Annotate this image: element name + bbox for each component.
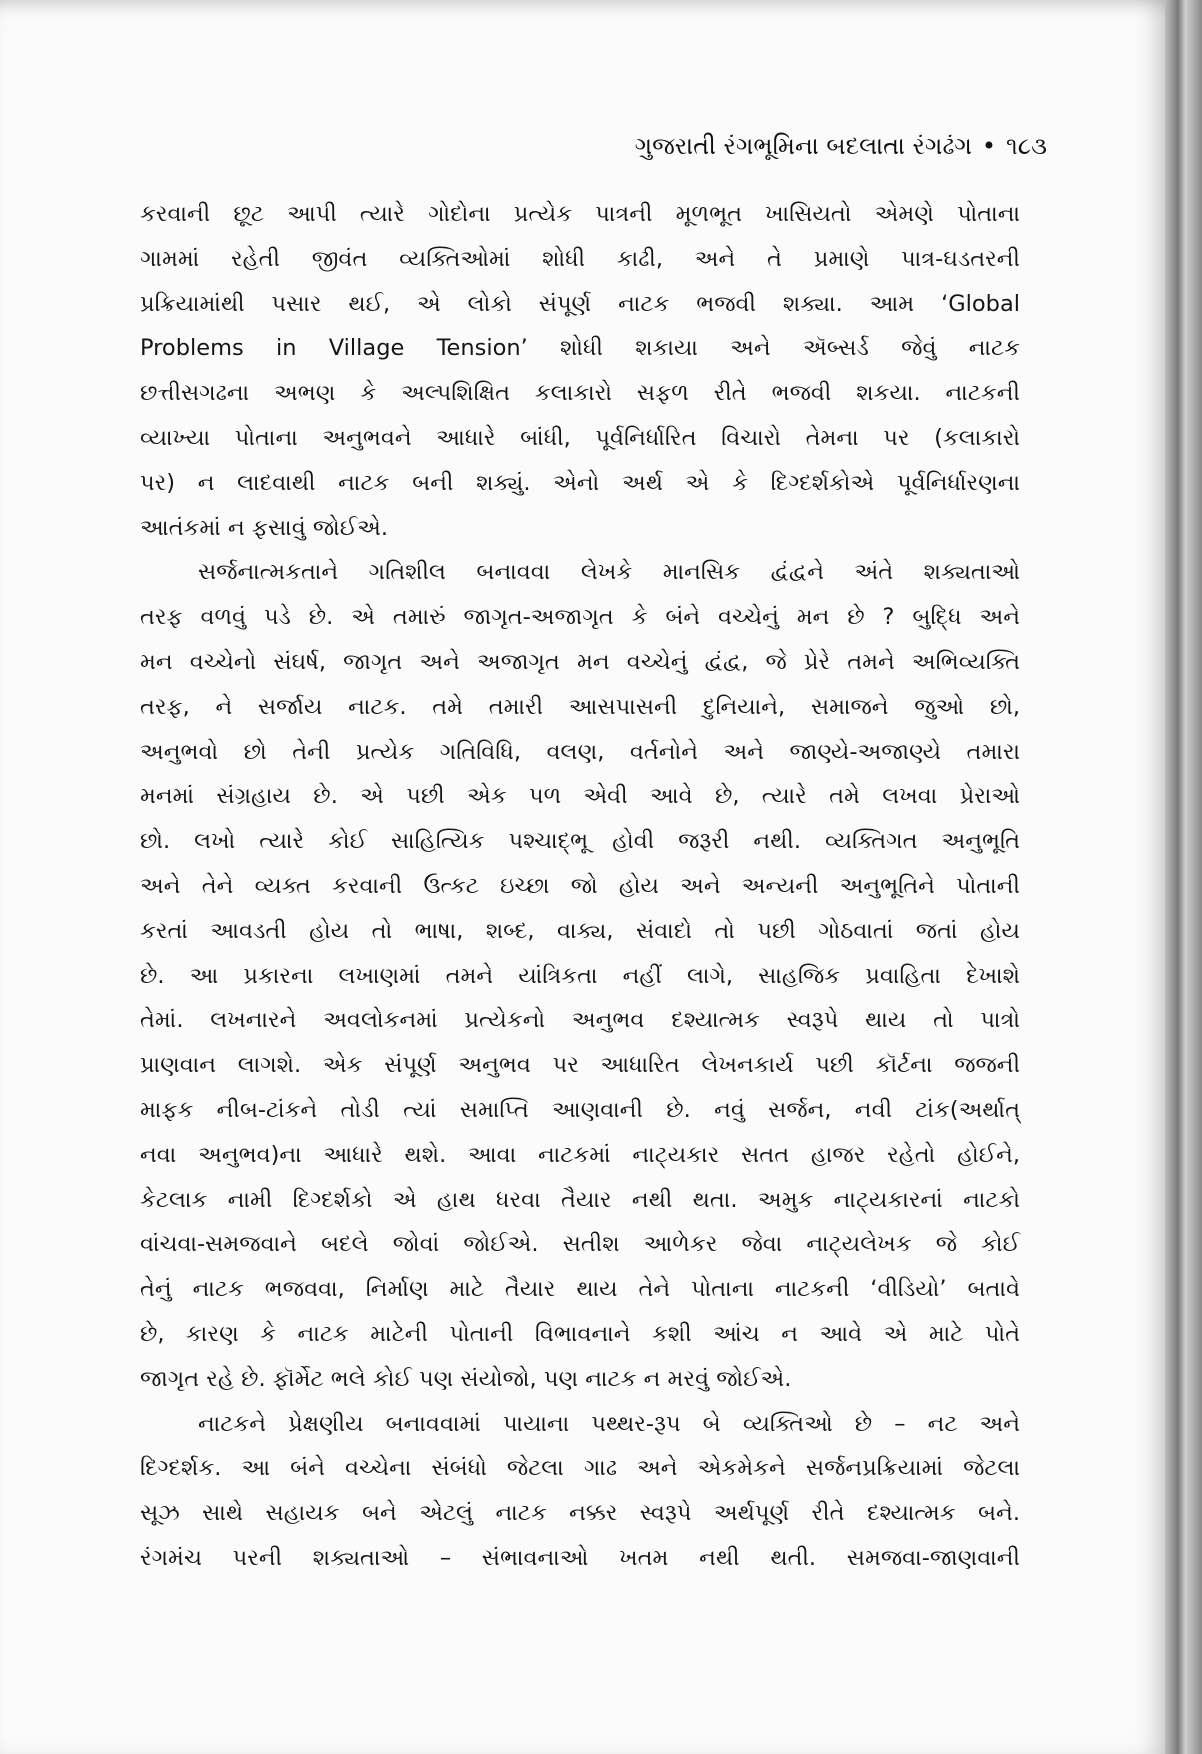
running-header [140, 132, 1047, 172]
text-line: તરફ વળવું પડે છે. એ તમારું જાગૃત-અજાગૃત કે બંને વચ્ચેનું મન છે ? બુદ્ધિ અને [140, 604, 1020, 631]
running-title: ગુજરાતી રંગભૂમિના બદલાતા રંગઢંગ [634, 132, 972, 160]
page-number: ૧૮૩ [1006, 132, 1047, 160]
text-line: રંગમંચ પરની શક્યતાઓ – સંભાવનાઓ ખતમ નથી થતી. સમજવા-જાણવાની [140, 1544, 1020, 1571]
text-line: કેટલાક નામી દિગ્દર્શકો એ હાથ ધરવા તૈયાર નથી થતા. અમુક નાટ્યકારનાં નાટકો [140, 1186, 1020, 1213]
text-line: તેનું નાટક ભજવવા, નિર્માણ માટે તૈયાર થાય તેને પોતાના નાટકની ‘વીડિયો’ બતાવે [140, 1276, 1020, 1303]
text-line: છે, કારણ કે નાટક માટેની પોતાની વિભાવનાને કશી આંચ ન આવે એ માટે પોતે [140, 1320, 1020, 1347]
text-line: ગામમાં રહેતી જીવંત વ્યક્તિઓમાં શોધી કાઢી, અને તે પ્રમાણે પાત્ર-ઘડતરની [140, 245, 1020, 272]
text-line: નવા અનુભવ)ના આધારે થશે. આવા નાટકમાં નાટ્યકાર સતત હાજર રહેતો હોઈને, [140, 1141, 1020, 1168]
text-line: વાંચવા-સમજવાને બદલે જોવાં જોઈએ. સતીશ આળેકર જેવા નાટ્યલેખક જે કોઈ [140, 1231, 1020, 1258]
text-line: મનમાં સંગ્રહાય છે. એ પછી એક પળ એવી આવે છે, ત્યારે તમે લખવા પ્રેરાઓ [140, 783, 1020, 810]
body-text [140, 192, 1020, 1581]
text-line: તેમાં. લખનારને અવલોકનમાં પ્રત્યેકનો અનુભવ દશ્યાત્મક સ્વરૂપે થાય તો પાત્રો [140, 1007, 1020, 1034]
text-line: અનુભવો છો તેની પ્રત્યેક ગતિવિધિ, વલણ, વર્તનોને અને જાણ્યે-અજાણ્યે તમારા [140, 738, 1020, 765]
text-line: સર્જનાત્મકતાને ગતિશીલ બનાવવા લેખકે માનસિક દ્વંદ્વને અંતે શક્યતાઓ [198, 559, 1020, 586]
text-line: પર) ન લાદવાથી નાટક બની શક્યું. એનો અર્થ એ કે દિગ્દર્શકોએ પૂર્વનિર્ધારણના [140, 469, 1020, 496]
text-line: આતંકમાં ન ફસાવું જોઈએ. [140, 514, 389, 541]
text-line: મન વચ્ચેનો સંઘર્ષ, જાગૃત અને અજાગૃત મન વચ્ચેનું દ્વંદ્વ, જે પ્રેરે તમને અભિવ્યક્તિ [140, 648, 1020, 675]
text-line: વ્યાખ્યા પોતાના અનુભવને આધારે બાંધી, પૂર્વનિર્ધારિત વિચારો તેમના પર (કલાકારો [140, 424, 1020, 451]
text-line: પ્રાણવાન લાગશે. એક સંપૂર્ણ અનુભવ પર આધારિત લેખનકાર્ય પછી કૉર્ટના જજની [140, 1052, 1020, 1079]
text-line: દિગ્દર્શક. આ બંને વચ્ચેના સંબંધો જેટલા ગાઢ અને એકમેકને સર્જનપ્રક્રિયામાં જેટલા [140, 1455, 1020, 1482]
page-edge-shadow [1165, 0, 1202, 1754]
text-line: માફક નીબ-ટાંકને તોડી ત્યાં સમાપ્તિ આણવાની છે. નવું સર્જન, નવી ટાંક(અર્થાત્ [140, 1096, 1020, 1123]
text-line: પ્રક્રિયામાંથી પસાર થઈ, એ લોકો સંપૂર્ણ નાટક ભજવી શક્યા. આમ ‘Global [140, 290, 1020, 317]
header-separator: • [981, 132, 997, 160]
text-line: Problems in Village Tension’ શોધી શકાયા અને ઍબ્સર્ડ જેવું નાટક [140, 335, 1020, 362]
text-line: છો. લખો ત્યારે કોઈ સાહિત્યિક પશ્ચાદ્ભૂ હોવી જરૂરી નથી. વ્યક્તિગત અનુભૂતિ [140, 828, 1020, 855]
text-line: છત્તીસગઢના અભણ કે અલ્પશિક્ષિત કલાકારો સફળ રીતે ભજવી શકયા. નાટકની [140, 380, 1020, 407]
text-line: છે. આ પ્રકારના લખાણમાં તમને યાંત્રિકતા નહીં લાગે, સાહજિક પ્રવાહિતા દેખાશે [140, 962, 1020, 989]
text-line: તરફ, ને સર્જાય નાટક. તમે તમારી આસપાસની દુનિયાને, સમાજને જુઓ છો, [140, 693, 1020, 720]
text-line: અને તેને વ્યક્ત કરવાની ઉત્કટ ઇચ્છા જો હોય અને અન્યની અનુભૂતિને પોતાની [140, 872, 1020, 899]
text-line: નાટકને પ્રેક્ષણીય બનાવવામાં પાયાના પથ્થર-રૂપ બે વ્યક્તિઓ છે – નટ અને [198, 1410, 1020, 1437]
text-line: સૂઝ સાથે સહાયક બને એટલું નાટક નક્કર સ્વરૂપે અર્થપૂર્ણ રીતે દશ્યાત્મક બને. [140, 1500, 1020, 1527]
text-line: કરતાં આવડતી હોય તો ભાષા, શબ્દ, વાક્ય, સંવાદો તો પછી ગોઠવાતાં જતાં હોય [140, 917, 1020, 944]
text-line: કરવાની છૂટ આપી ત્યારે ગોદોના પ્રત્યેક પાત્રની મૂળભૂત ખાસિયતો એમણે પોતાના [140, 201, 1020, 227]
text-line: જાગૃત રહે છે. ફૉર્મેટ ભલે કોઈ પણ સંયોજો, પણ નાટક ન મરવું જોઈએ. [140, 1365, 792, 1392]
